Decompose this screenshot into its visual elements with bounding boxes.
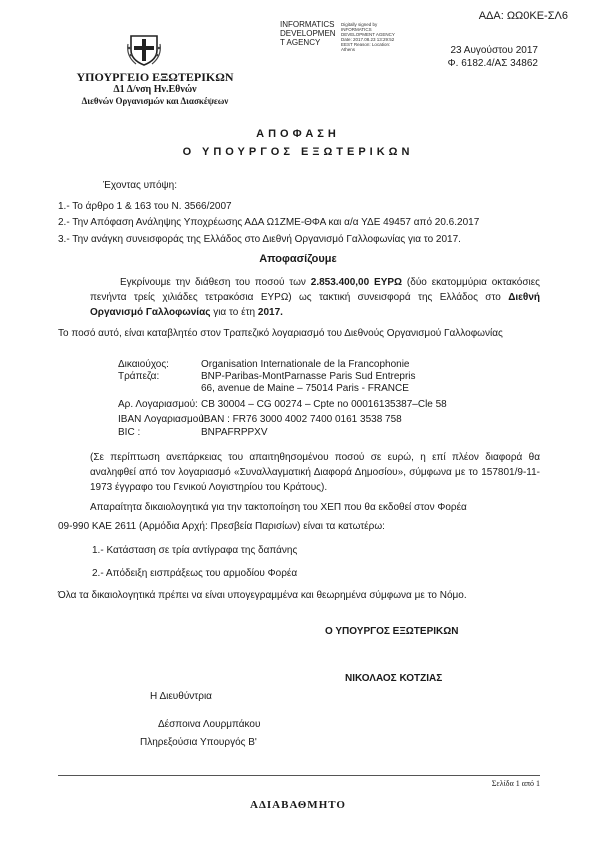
footer-divider	[58, 775, 540, 776]
ada-code: ΑΔΑ: ΩΩ0ΚΕ-ΣΛ6	[478, 10, 568, 22]
page-number: Σελίδα 1 από 1	[491, 779, 540, 788]
bank-value: CB 30004 – CG 00274 – Cpte no 00016135387–Cle 58	[201, 399, 447, 410]
signer-line: DEVELOPMEN	[280, 29, 336, 38]
document-date: 23 Αυγούστου 2017	[450, 45, 538, 56]
document-list-item: 1.- Κατάσταση σε τρία αντίγραφα της δαπάνης	[92, 545, 298, 556]
classification-label: ΑΔΙΑΒΑΘΜΗΤΟ	[250, 799, 346, 811]
director-title: Η Διευθύντρια	[150, 691, 212, 702]
text-span: Εγκρίνουμε την διάθεση του ποσού των	[120, 277, 311, 288]
decision-title: ΑΠΟΦΑΣΗ	[256, 128, 340, 140]
bank-value: IBAN : FR76 3000 4002 7400 0161 3538 758	[201, 414, 402, 425]
exchange-difference-paragraph: (Σε περίπτωση ανεπάρκειας του απαιτηθησομένου ποσού σε ευρώ, η επί πλέον διαφορά θα αναληφθεί από τον λογαριασμό «Συναλλαγματική Διαφορά Δημοσίου», σύμφωνα με το 157801/9-11-1973 έγγραφο του Γενικού Λογιστηρίου του Κράτους).	[90, 452, 540, 493]
bank-value: BNPAFRPPXV	[201, 427, 268, 438]
year: 2017.	[257, 307, 283, 318]
decide-heading: Αποφασίζουμε	[259, 253, 337, 265]
organization-name: Διεθνή Οργανισμό Γαλλοφωνίας	[90, 292, 540, 318]
greek-coat-of-arms-icon	[126, 30, 162, 68]
signer-line: T AGENCY	[280, 38, 321, 47]
document-list-item: 2.- Απόδειξη εισπράξεως του αρμοδίου Φορέα	[92, 568, 298, 579]
deputy-name: Δέσποινα Λουρμπάκου	[158, 719, 261, 730]
bank-label: IBAN Λογαριασμού:	[118, 414, 207, 425]
minister-name: ΝΙΚΟΛΑΟΣ ΚΟΤΖΙΑΣ	[345, 673, 443, 684]
bank-value: 66, avenue de Maine – 75014 Paris - FRANCE	[201, 383, 409, 394]
bank-value: BNP-Paribas-MontParnasse Paris Sud Entrepris	[201, 371, 416, 382]
signer-line: INFORMATICS	[280, 20, 335, 29]
digital-signer	[280, 20, 340, 47]
department-subtitle: Διεθνών Οργανισμών και Διασκέψεων	[81, 96, 229, 106]
considering-item: 2.- Την Απόφαση Ανάληψης Υποχρέωσης ΑΔΑ Ω1ΖΜΕ-ΘΦΑ και α/α ΥΔΕ 49457 από 20.6.2017	[58, 217, 480, 228]
ministry-name: ΥΠΟΥΡΓΕΙΟ ΕΞΩΤΕΡΙΚΩΝ	[76, 70, 234, 84]
authority-paragraph: 09-990 ΚΑΕ 2611 (Αρμόδια Αρχή: Πρεσβεία Παρισίων) είναι τα κατωτέρω:	[58, 521, 385, 532]
considering-item: 3.- Την ανάγκη συνεισφοράς της Ελλάδος στο Διεθνή Οργανισμό Γαλλοφωνίας για το 2017.	[58, 234, 461, 245]
bank-label: BIC :	[118, 427, 141, 438]
amount: 2.853.400,00 ΕΥΡΩ	[310, 277, 403, 288]
bank-label: Αρ. Λογαριασμού:	[118, 399, 198, 410]
ministry-block	[60, 70, 250, 107]
document-date-block	[448, 44, 538, 70]
deputy-title: Πληρεξούσια Υπουργός Β'	[140, 737, 257, 748]
bank-label: Τράπεζα:	[118, 371, 160, 382]
text-span: για το έτη	[210, 307, 258, 318]
bank-value: Organisation Internationale de la Francophonie	[201, 359, 410, 370]
payment-paragraph: Το ποσό αυτό, είναι καταβλητέο στον Τραπεζικό λογαριασμό του Διεθνούς Οργανισμού Γαλλοφωνίας	[58, 328, 503, 339]
considering-item: 1.- Το άρθρο 1 & 163 του Ν. 3566/2007	[58, 201, 232, 212]
bank-label: Δικαιούχος:	[118, 359, 169, 370]
text-span: (δύο εκατομμύρια οκτακόσιες πενήντα τρείς χιλιάδες τετρακόσια ΕΥΡΩ) ως τακτική συνεισφορά της Ελλάδος στο	[90, 277, 540, 303]
required-documents-paragraph: Απαραίτητα δικαιολογητικά για την τακτοποίηση του ΧΕΠ που θα εκδοθεί στον Φορέα	[90, 502, 467, 513]
minister-title: Ο ΥΠΟΥΡΓΟΣ ΕΞΩΤΕΡΙΚΩΝ	[182, 146, 414, 158]
department-name: Δ1 Δ/νση Ην.Εθνών	[113, 84, 197, 95]
protocol-number: Φ. 6182.4/ΑΣ 34862	[447, 58, 538, 69]
minister-signature-title: Ο ΥΠΟΥΡΓΟΣ ΕΞΩΤΕΡΙΚΩΝ	[325, 626, 459, 637]
digital-signature-details: Digitally signed by INFORMATICS DEVELOPMENT AGENCY Date: 2017.08.23 13:29:52 EEST Reason: Location: Athens	[341, 22, 395, 52]
approval-paragraph	[90, 275, 540, 320]
considering-intro: Έχοντας υπόψη:	[103, 180, 177, 191]
closing-paragraph: Όλα τα δικαιολογητικά πρέπει να είναι υπογεγραμμένα και θεωρημένα σύμφωνα με το Νόμο.	[58, 590, 467, 601]
